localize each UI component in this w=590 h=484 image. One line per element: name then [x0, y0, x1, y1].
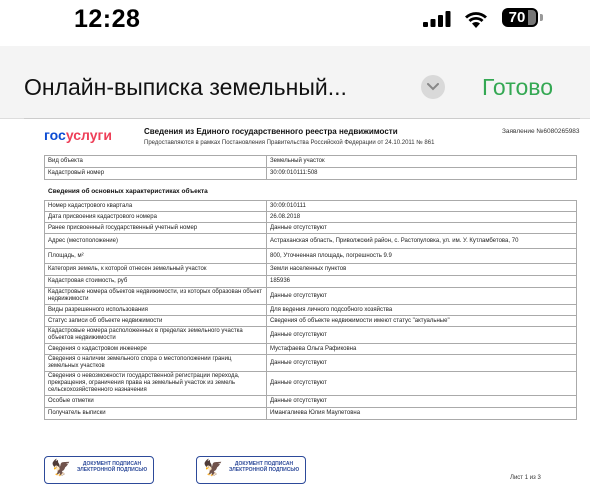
table-row	[45, 201, 577, 212]
signature-stamp: 🦅 ДОКУМЕНТ ПОДПИСАН ЭЛЕКТРОННОЙ ПОДПИСЬЮ	[196, 456, 306, 484]
wifi-icon	[463, 9, 489, 28]
emblem-icon: 🦅	[51, 460, 71, 477]
section-title: Сведения об основных характеристиках объекта	[48, 188, 208, 195]
table-cell: 30:09:010111	[267, 201, 577, 212]
table-cell: Данные отсутствуют	[267, 396, 577, 408]
table-cell: Сведения об объекте недвижимости имеют статус "актуальные"	[267, 316, 577, 327]
table-cell: Кадастровый номер	[45, 168, 267, 180]
table-row	[45, 168, 577, 180]
emblem-icon: 🦅	[203, 460, 223, 477]
table-cell: 30:09:010111:508	[267, 168, 577, 180]
battery-icon	[502, 8, 538, 27]
chevron-down-icon[interactable]	[421, 75, 445, 99]
table-cell: Дата присвоения кадастрового номера	[45, 212, 267, 223]
table-row	[45, 234, 577, 249]
table-row	[45, 212, 577, 223]
table-cell: Площадь, м²	[45, 249, 267, 264]
table-cell: Сведения о кадастровом инженере	[45, 344, 267, 355]
main-table	[44, 200, 577, 420]
table-cell: Мустафаева Ольга Рафиковна	[267, 344, 577, 355]
table-cell: Ранее присвоенный государственный учетный номер	[45, 223, 267, 234]
table-cell: Данные отсутствуют	[267, 223, 577, 234]
table-cell: Адрес (местоположение)	[45, 234, 267, 249]
signature-stamp: 🦅 ДОКУМЕНТ ПОДПИСАН ЭЛЕКТРОННОЙ ПОДПИСЬЮ	[44, 456, 154, 484]
table-cell: Вид объекта	[45, 156, 267, 168]
table-cell: Получатель выписки	[45, 408, 267, 420]
table-row	[45, 355, 577, 372]
nav-bar	[0, 46, 590, 119]
table-cell: Кадастровая стоимость, руб	[45, 276, 267, 288]
table-cell: Номер кадастрового квартала	[45, 201, 267, 212]
table-row	[45, 327, 577, 344]
table-cell: Данные отсутствуют	[267, 372, 577, 396]
document-title[interactable]: Онлайн-выписка земельный...	[24, 74, 347, 100]
signal-icon	[423, 11, 451, 27]
gosuslugi-logo: госуслуги	[44, 127, 112, 143]
table-row	[45, 372, 577, 396]
table-cell: Статус записи об объекте недвижимости	[45, 316, 267, 327]
table-cell: Виды разрешенного использования	[45, 305, 267, 316]
table-row	[45, 408, 577, 420]
table-row	[45, 316, 577, 327]
table-cell: Земли населенных пунктов	[267, 264, 577, 276]
table-cell: Сведения о наличии земельного спора о местоположении границ земельных участков	[45, 355, 267, 372]
table-cell: 185936	[267, 276, 577, 288]
table-cell: 26.08.2018	[267, 212, 577, 223]
clock: 12:28	[74, 5, 141, 33]
table-row	[45, 396, 577, 408]
table-row	[45, 249, 577, 264]
done-button[interactable]: Готово	[482, 74, 554, 100]
table-cell: Кадастровые номера расположенных в пределах земельного участка объектов недвижимости	[45, 327, 267, 344]
table-cell: Имангалиева Юлия Маулетовна	[267, 408, 577, 420]
table-cell: Данные отсутствуют	[267, 355, 577, 372]
table-cell: Особые отметки	[45, 396, 267, 408]
top-table	[44, 155, 577, 180]
table-row	[45, 344, 577, 355]
table-cell: Земельный участок	[267, 156, 577, 168]
table-cell: Сведения о невозможности государственной регистрации перехода, прекращения, ограничения права на земельный участок из земель сельскохозяйственного назначения	[45, 372, 267, 396]
table-cell: Астраханская область, Приволжский район, с. Растопуловка, ул. им. У. Кутламбетова, 70	[267, 234, 577, 249]
table-cell: Данные отсутствуют	[267, 327, 577, 344]
battery-cap	[540, 14, 543, 21]
table-row	[45, 305, 577, 316]
table-row	[45, 288, 577, 305]
table-cell: Для ведения личного подсобного хозяйства	[267, 305, 577, 316]
doc-subtitle: Предоставляются в рамках Постановления Правительства Российской Федерации от 24.10.2011 № 861	[144, 140, 435, 146]
table-cell: Данные отсутствуют	[267, 288, 577, 305]
application-number: Заявление №6080265983	[502, 128, 580, 135]
battery-level: 70	[508, 9, 526, 26]
page-number: Лист 1 из 3	[510, 475, 541, 481]
table-row	[45, 276, 577, 288]
status-bar	[0, 0, 590, 46]
table-cell: Кадастровые номера объектов недвижимости, из которых образован объект недвижимости	[45, 288, 267, 305]
table-row	[45, 264, 577, 276]
table-row	[45, 156, 577, 168]
document-page	[24, 118, 580, 481]
table-cell: 800, Уточненная площадь, погрешность 9.9	[267, 249, 577, 264]
doc-title: Сведения из Единого государственного реестра недвижимости	[144, 127, 398, 136]
table-row	[45, 223, 577, 234]
table-cell: Категория земель, к которой отнесен земельный участок	[45, 264, 267, 276]
